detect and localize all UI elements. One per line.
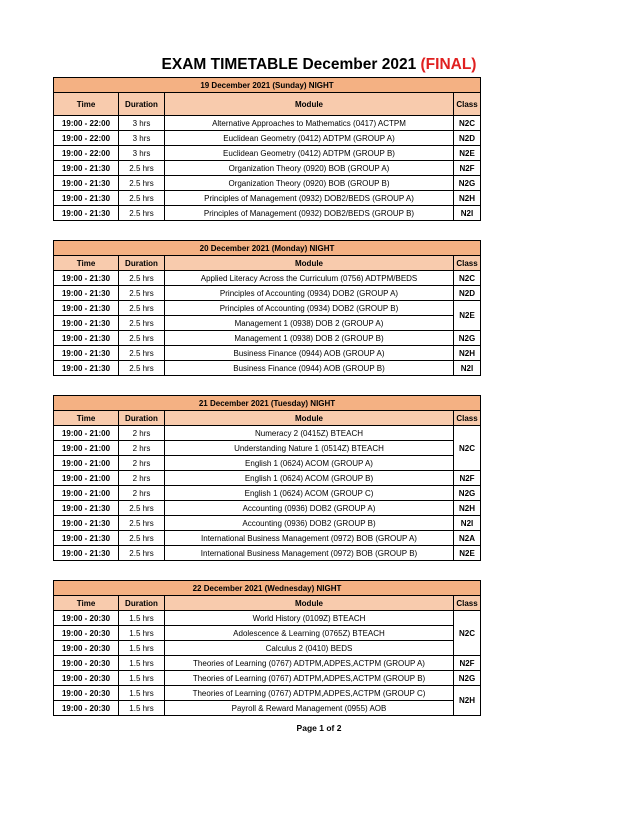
module-cell: Principles of Management (0932) DOB2/BEDS (GROUP B) — [165, 206, 454, 221]
table-row — [54, 346, 481, 361]
time-cell: 19:00 - 21:30 — [54, 191, 119, 206]
col-time: Time — [54, 93, 119, 116]
time-cell: 19:00 - 22:00 — [54, 131, 119, 146]
time-cell: 19:00 - 21:30 — [54, 361, 119, 376]
module-cell: Theories of Learning (0767) ADTPM,ADPES,ACTPM (GROUP C) — [165, 686, 454, 701]
module-cell: World History (0109Z) BTEACH — [165, 611, 454, 626]
time-cell: 19:00 - 20:30 — [54, 656, 119, 671]
duration-cell: 2 hrs — [119, 426, 165, 441]
module-cell: Principles of Management (0932) DOB2/BEDS (GROUP A) — [165, 191, 454, 206]
col-time: Time — [54, 411, 119, 426]
duration-cell: 2 hrs — [119, 486, 165, 501]
time-cell: 19:00 - 21:30 — [54, 316, 119, 331]
day-heading: 19 December 2021 (Sunday) NIGHT — [54, 78, 481, 93]
module-cell: Understanding Nature 1 (0514Z) BTEACH — [165, 441, 454, 456]
table-row — [54, 486, 481, 501]
time-cell: 19:00 - 21:30 — [54, 301, 119, 316]
class-cell: N2H — [454, 501, 481, 516]
duration-cell: 2.5 hrs — [119, 346, 165, 361]
class-cell: N2H — [454, 346, 481, 361]
module-cell: Theories of Learning (0767) ADTPM,ADPES,ACTPM (GROUP B) — [165, 671, 454, 686]
table-row — [54, 271, 481, 286]
table-row — [54, 131, 481, 146]
duration-cell: 2.5 hrs — [119, 286, 165, 301]
class-cell: N2G — [454, 486, 481, 501]
module-cell: Numeracy 2 (0415Z) BTEACH — [165, 426, 454, 441]
module-cell: International Business Management (0972) BOB (GROUP A) — [165, 531, 454, 546]
module-cell: Accounting (0936) DOB2 (GROUP B) — [165, 516, 454, 531]
table-row — [54, 611, 481, 626]
duration-cell: 2.5 hrs — [119, 191, 165, 206]
module-cell: Theories of Learning (0767) ADTPM,ADPES,ACTPM (GROUP A) — [165, 656, 454, 671]
time-cell: 19:00 - 21:00 — [54, 471, 119, 486]
module-cell: Adolescence & Learning (0765Z) BTEACH — [165, 626, 454, 641]
module-cell: Applied Literacy Across the Curriculum (0756) ADTPM/BEDS — [165, 271, 454, 286]
class-cell: N2H — [454, 686, 481, 716]
table-row — [54, 501, 481, 516]
time-cell: 19:00 - 21:00 — [54, 456, 119, 471]
duration-cell: 2.5 hrs — [119, 531, 165, 546]
duration-cell: 2 hrs — [119, 456, 165, 471]
module-cell: Alternative Approaches to Mathematics (0417) ACTPM — [165, 116, 454, 131]
module-cell: Organization Theory (0920) BOB (GROUP B) — [165, 176, 454, 191]
module-cell: Euclidean Geometry (0412) ADTPM (GROUP A) — [165, 131, 454, 146]
time-cell: 19:00 - 21:30 — [54, 546, 119, 561]
duration-cell: 1.5 hrs — [119, 671, 165, 686]
module-cell: International Business Management (0972) BOB (GROUP B) — [165, 546, 454, 561]
title-main: EXAM TIMETABLE December 2021 — [161, 56, 417, 73]
time-cell: 19:00 - 21:30 — [54, 516, 119, 531]
time-cell: 19:00 - 21:30 — [54, 531, 119, 546]
duration-cell: 3 hrs — [119, 116, 165, 131]
table-row — [54, 516, 481, 531]
col-class: Class — [454, 596, 481, 611]
col-module: Module — [165, 411, 454, 426]
time-cell: 19:00 - 21:30 — [54, 206, 119, 221]
time-cell: 19:00 - 20:30 — [54, 626, 119, 641]
time-cell: 19:00 - 21:30 — [54, 176, 119, 191]
duration-cell: 1.5 hrs — [119, 701, 165, 716]
table-row — [54, 641, 481, 656]
col-time: Time — [54, 256, 119, 271]
col-module: Module — [165, 256, 454, 271]
module-cell: Management 1 (0938) DOB 2 (GROUP A) — [165, 316, 454, 331]
duration-cell: 2.5 hrs — [119, 271, 165, 286]
table-row — [54, 206, 481, 221]
duration-cell: 2.5 hrs — [119, 161, 165, 176]
class-cell: N2I — [454, 206, 481, 221]
duration-cell: 2 hrs — [119, 441, 165, 456]
module-cell: Management 1 (0938) DOB 2 (GROUP B) — [165, 331, 454, 346]
time-cell: 19:00 - 22:00 — [54, 116, 119, 131]
module-cell: Organization Theory (0920) BOB (GROUP A) — [165, 161, 454, 176]
day-table-1 — [53, 77, 481, 221]
table-row — [54, 531, 481, 546]
col-module: Module — [165, 93, 454, 116]
module-cell: Business Finance (0944) AOB (GROUP A) — [165, 346, 454, 361]
class-cell: N2F — [454, 656, 481, 671]
module-cell: English 1 (0624) ACOM (GROUP B) — [165, 471, 454, 486]
module-cell: Business Finance (0944) AOB (GROUP B) — [165, 361, 454, 376]
class-cell: N2I — [454, 361, 481, 376]
col-duration: Duration — [119, 411, 165, 426]
duration-cell: 1.5 hrs — [119, 611, 165, 626]
time-cell: 19:00 - 21:00 — [54, 426, 119, 441]
class-cell: N2C — [454, 426, 481, 471]
table-row — [54, 701, 481, 716]
class-cell: N2C — [454, 271, 481, 286]
day-table-2 — [53, 240, 481, 376]
class-cell: N2E — [454, 301, 481, 331]
time-cell: 19:00 - 21:30 — [54, 501, 119, 516]
time-cell: 19:00 - 20:30 — [54, 701, 119, 716]
class-cell: N2E — [454, 146, 481, 161]
table-row — [54, 286, 481, 301]
table-row — [54, 441, 481, 456]
duration-cell: 2.5 hrs — [119, 546, 165, 561]
page-title — [0, 56, 638, 74]
module-cell: Principles of Accounting (0934) DOB2 (GROUP A) — [165, 286, 454, 301]
table-row — [54, 146, 481, 161]
duration-cell: 1.5 hrs — [119, 656, 165, 671]
col-class: Class — [454, 411, 481, 426]
table-row — [54, 426, 481, 441]
duration-cell: 1.5 hrs — [119, 641, 165, 656]
table-row — [54, 671, 481, 686]
time-cell: 19:00 - 21:30 — [54, 331, 119, 346]
module-cell: Principles of Accounting (0934) DOB2 (GROUP B) — [165, 301, 454, 316]
time-cell: 19:00 - 21:30 — [54, 346, 119, 361]
table-row — [54, 546, 481, 561]
class-cell: N2D — [454, 131, 481, 146]
day-heading: 22 December 2021 (Wednesday) NIGHT — [54, 581, 481, 596]
time-cell: 19:00 - 21:30 — [54, 271, 119, 286]
class-cell: N2G — [454, 671, 481, 686]
duration-cell: 2.5 hrs — [119, 301, 165, 316]
table-row — [54, 361, 481, 376]
time-cell: 19:00 - 21:00 — [54, 486, 119, 501]
duration-cell: 1.5 hrs — [119, 686, 165, 701]
col-time: Time — [54, 596, 119, 611]
table-row — [54, 316, 481, 331]
col-class: Class — [454, 93, 481, 116]
class-cell: N2H — [454, 191, 481, 206]
col-duration: Duration — [119, 93, 165, 116]
table-row — [54, 176, 481, 191]
table-row — [54, 331, 481, 346]
col-duration: Duration — [119, 596, 165, 611]
class-cell: N2G — [454, 331, 481, 346]
module-cell: Euclidean Geometry (0412) ADTPM (GROUP B) — [165, 146, 454, 161]
duration-cell: 2.5 hrs — [119, 331, 165, 346]
module-cell: English 1 (0624) ACOM (GROUP C) — [165, 486, 454, 501]
time-cell: 19:00 - 20:30 — [54, 611, 119, 626]
class-cell: N2F — [454, 161, 481, 176]
table-row — [54, 686, 481, 701]
time-cell: 19:00 - 21:30 — [54, 286, 119, 301]
class-cell: N2G — [454, 176, 481, 191]
module-cell: Calculus 2 (0410) BEDS — [165, 641, 454, 656]
duration-cell: 2.5 hrs — [119, 316, 165, 331]
class-cell: N2C — [454, 611, 481, 656]
table-row — [54, 626, 481, 641]
time-cell: 19:00 - 20:30 — [54, 641, 119, 656]
col-module: Module — [165, 596, 454, 611]
table-row — [54, 656, 481, 671]
class-cell: N2F — [454, 471, 481, 486]
title-status: (FINAL) — [420, 56, 477, 73]
module-cell: English 1 (0624) ACOM (GROUP A) — [165, 456, 454, 471]
duration-cell: 1.5 hrs — [119, 626, 165, 641]
time-cell: 19:00 - 21:00 — [54, 441, 119, 456]
time-cell: 19:00 - 21:30 — [54, 161, 119, 176]
table-row — [54, 191, 481, 206]
class-cell: N2E — [454, 546, 481, 561]
time-cell: 19:00 - 22:00 — [54, 146, 119, 161]
duration-cell: 2.5 hrs — [119, 501, 165, 516]
page-footer: Page 1 of 2 — [296, 723, 342, 733]
class-cell: N2I — [454, 516, 481, 531]
duration-cell: 2.5 hrs — [119, 176, 165, 191]
duration-cell: 3 hrs — [119, 146, 165, 161]
day-heading: 20 December 2021 (Monday) NIGHT — [54, 241, 481, 256]
time-cell: 19:00 - 20:30 — [54, 671, 119, 686]
duration-cell: 2 hrs — [119, 471, 165, 486]
table-row — [54, 301, 481, 316]
table-row — [54, 471, 481, 486]
module-cell: Payroll & Reward Management (0955) AOB — [165, 701, 454, 716]
table-row — [54, 116, 481, 131]
class-cell: N2A — [454, 531, 481, 546]
time-cell: 19:00 - 20:30 — [54, 686, 119, 701]
day-heading: 21 December 2021 (Tuesday) NIGHT — [54, 396, 481, 411]
duration-cell: 2.5 hrs — [119, 206, 165, 221]
duration-cell: 2.5 hrs — [119, 516, 165, 531]
table-row — [54, 161, 481, 176]
day-table-4 — [53, 580, 481, 716]
col-class: Class — [454, 256, 481, 271]
class-cell: N2C — [454, 116, 481, 131]
table-row — [54, 456, 481, 471]
col-duration: Duration — [119, 256, 165, 271]
module-cell: Accounting (0936) DOB2 (GROUP A) — [165, 501, 454, 516]
duration-cell: 3 hrs — [119, 131, 165, 146]
day-table-3 — [53, 395, 481, 561]
duration-cell: 2.5 hrs — [119, 361, 165, 376]
class-cell: N2D — [454, 286, 481, 301]
